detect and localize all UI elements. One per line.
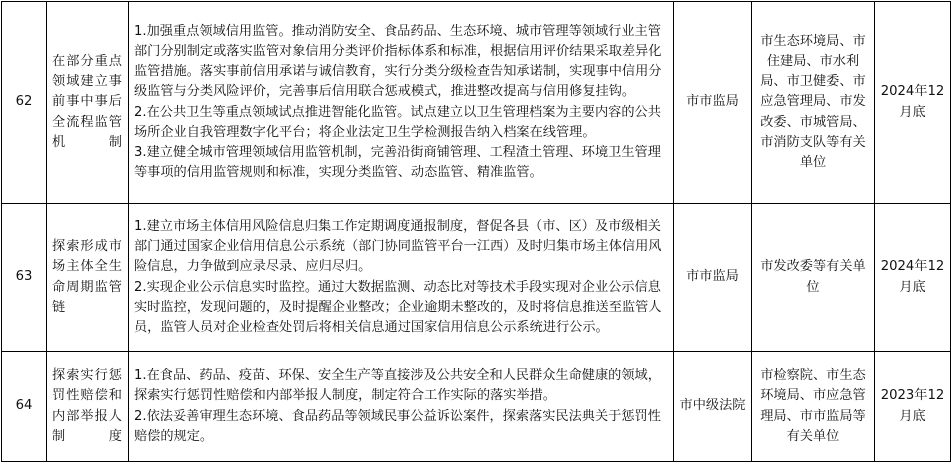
- coop-units: 市生态环境局、市住建局、市水利局、市卫健委、市应急管理局、市发改委、市城管局、市消防支队等有关单位: [752, 2, 875, 204]
- task-table: [1, 1, 951, 462]
- row-number: 63: [2, 204, 47, 352]
- coop-units: 市发改委等有关单位: [752, 204, 875, 352]
- deadline: 2024年12月底: [875, 204, 951, 352]
- deadline: 2023年12月底: [875, 352, 951, 462]
- table-row: [2, 352, 951, 462]
- content-item: 2.实现企业公示信息实时监控。通过大数据监测、动态比对等技术手段实现对企业公示信息实时监控，发现问题的，及时提醒企业整改；企业逾期未整改的，及时将信息推送至监管人员，监管人员对企业检查处罚后将相关信息通过国家信用信息公示系统进行公示。: [134, 279, 662, 335]
- task-content: [129, 2, 674, 204]
- content-item: 2.在公共卫生等重点领域试点推进智能化监管。试点建立以卫生管理档案为主要内容的公共场所企业自我管理数字化平台；将企业法定卫生学检测报告纳入档案在线管理。: [134, 104, 661, 140]
- coop-units: 市检察院、市生态环境局、市应急管理局、市市监局等有关单位: [752, 352, 875, 462]
- lead-unit: 市中级法院: [674, 352, 752, 462]
- deadline: 2024年12月底: [875, 2, 951, 204]
- table-row: [2, 204, 951, 352]
- lead-unit: 市市监局: [674, 2, 752, 204]
- task-title: 在部分重点领域建立事前事中事后全流程监管机制: [47, 2, 129, 204]
- table-row: [2, 2, 951, 204]
- row-number: 64: [2, 352, 47, 462]
- task-content: [129, 352, 674, 462]
- content-item: 1.在食品、药品、疫苗、环保、安全生产等直接涉及公共安全和人民群众生命健康的领域，探索实行惩罚性赔偿和内部举报人制度，制定符合工作实际的落实举措。: [134, 368, 661, 404]
- content-item: 3.建立健全城市管理领域信用监管机制，完善沿街商铺管理、工程渣土管理、环境卫生管理等事项的信用监管规则和标准，实现分类监管、动态监管、精准监管。: [134, 144, 661, 181]
- content-item: 1.加强重点领域信用监管。推动消防安全、食品药品、生态环境、城市管理等领域行业主管部门分别制定或落实监管对象信用分类评价指标体系和标准，根据信用评价结果采取差异化监管措施。落实事前信用承诺与诚信教育，实行分类分级检查告知承诺制，实现事中信用分级监管与分类风险评价，完善事后信用联合惩戒模式，推进整改提高与信用修复挂钩。: [134, 23, 662, 100]
- content-item: 2.依法妥善审理生态环境、食品药品等领域民事公益诉讼案件，探索落实民法典关于惩罚性赔偿的规定。: [134, 408, 661, 444]
- task-content: [129, 204, 674, 352]
- content-item: 1.建立市场主体信用风险信息归集工作定期调度通报制度，督促各县（市、区）及市级相关部门通过国家企业信用信息公示系统（部门协同监管平台一江西）及时归集市场主体信用风险信息，力争做到应录尽录、应归尽归。: [134, 218, 662, 275]
- task-title: 探索实行惩罚性赔偿和内部举报人制度: [47, 352, 129, 462]
- task-title: 探索形成市场主体全生命周期监管链: [47, 204, 129, 352]
- lead-unit: 市市监局: [674, 204, 752, 352]
- row-number: 62: [2, 2, 47, 204]
